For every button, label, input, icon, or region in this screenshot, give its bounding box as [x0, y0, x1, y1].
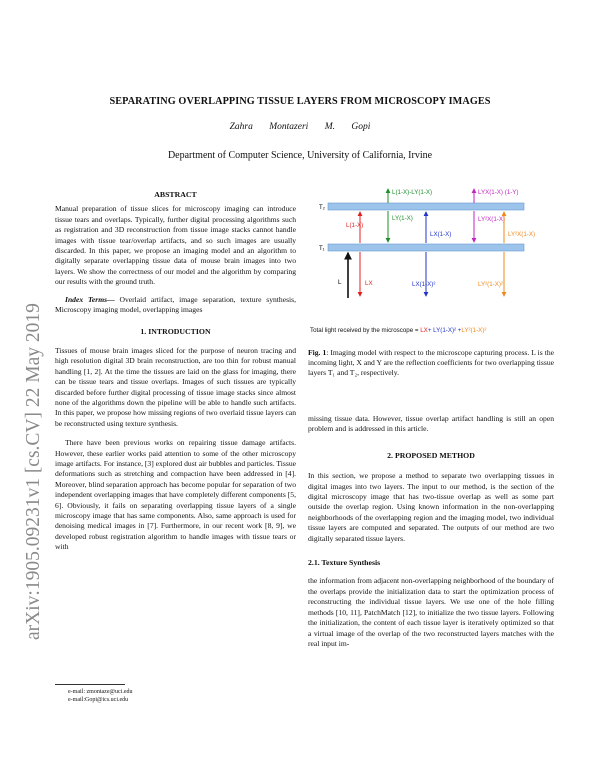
intro-paragraph-2: There have been previous works on repairing tissue damage artifacts. However, these earlier works paid attention to some of the other microscopy image artifacts. For instance, [3] explored dust air bubbles and particles. Tissue deformations such as stretching and compaction have been addressed in [4]. Moreover, blind separation approach has become popular for separation of two independent overlapping images that have completely different components [5, 6]. Obviously, it fails on separating overlapping tissue layers of a single microscopy image that has same components. Also, same approach is used for denoising medical images in [7]. Furthermore, in our recent work [8, 9], we developed robust registration algorithm to handle images with tissue tears or with	[55, 438, 296, 552]
abstract-heading: ABSTRACT	[154, 190, 197, 199]
caption-label: Fig. 1	[308, 348, 327, 357]
label-LY21mX2: LY²(1-X)²	[478, 281, 503, 288]
index-terms	[55, 295, 296, 316]
index-terms-text: Overlaid artifact, image separation, texture synthesis, Microscopy imaging model, overlapping images	[55, 294, 297, 315]
left-column	[55, 190, 296, 553]
total-mid: + LY(1-X)² +	[427, 327, 462, 334]
right-column	[308, 414, 554, 649]
label-right-mid: LY²X(1-X)	[508, 231, 536, 238]
label-LX1mX: LX(1-X)	[430, 231, 452, 238]
footnote-rule	[55, 684, 125, 685]
authors	[0, 122, 600, 132]
label-LX1mX2: LX(1-X)²	[412, 281, 436, 288]
footnote-2: e-mail:Gopi@ics.uci.edu	[68, 697, 129, 703]
footnote-1: e-mail: zmontaze@uci.edu	[68, 689, 133, 695]
total-end: LY²(1-X)²	[461, 327, 487, 334]
index-terms-label: Index Terms—	[65, 294, 115, 304]
method-heading: 2. PROPOSED METHOD	[387, 450, 475, 460]
total-lx: LX	[420, 327, 428, 334]
abstract-text: Manual preparation of tissue slices for microscopy imaging can introduce tissue tears and overlaps. Typically, further digital processing algorithms such as registration and 3D reconstruction from tissue image stacks cannot handle images with tissue tear/overlap artifacts, and so such images are usually discarded. In this paper, we propose an imaging model and an algorithm to digitally separate overlapping tissue data of mouse brain images into two layers. We show the correctness of our model and the algorithm by comparing our results with the ground truth.	[55, 204, 296, 287]
paper-title: SEPARATING OVERLAPPING TISSUE LAYERS FROM MICROSCOPY IMAGES	[109, 96, 491, 107]
subsection-texture-synthesis: 2.1. Texture Synthesis	[308, 558, 381, 568]
layer-t2-bar	[328, 203, 524, 210]
label-L1mX: L(1-X)	[346, 222, 364, 229]
label-L: L	[338, 279, 342, 286]
arxiv-stamp-text: arXiv:1905.09231v1 [cs.CV] 22 May 2019	[23, 303, 44, 640]
label-top1: L(1-X)-LY(1-X)	[392, 189, 433, 196]
texture-paragraph: the information from adjacent non-overlapping neighborhood of the boundary of the overlaps provide the initialization data to start the optimization process of reconstructing the individual tissue layers. We use one of the hole filling methods [10, 11], PatchMatch [12], to initialize the two tissue layers. Following the initialization, the content of each tissue layer is iteratively optimized so that a virtual image of the overlap of the two reconstructed layers matches with the real input im-	[308, 576, 554, 648]
caption-text: : Imaging model with respect to the microscope capturing process. L is the incoming light, X and Y are the reflection coefficients for two overlapping tissue layers T₁ and T₂, respectively.	[308, 348, 554, 378]
intro-paragraph-1: Tissues of mouse brain images sliced for the purpose of neuron tracing and high resolution digital 3D brain reconstruction, are too thin for robust manual handling [1, 2]. At the time the tissues are laid on the glass for imaging, there can be tissue tears and tissue overlaps. Images of such tissues are typically discarded before further digital processing of tissue image stacks since almost none of the algorithms down the pipeline will be able to handle such artifacts. In this paper, we propose how missing regions of two overlaid tissue layers can be reconstructed using texture synthesis.	[55, 345, 296, 428]
label-t1: T₁	[319, 246, 325, 252]
figure-caption	[308, 348, 554, 379]
author-2: M. Gopi	[324, 122, 371, 132]
author-1: Zahra Montazeri	[229, 122, 309, 132]
affiliation: Department of Computer Science, University of California, Irvine	[167, 150, 433, 161]
total-light-equation	[310, 327, 486, 334]
intro-heading: 1. INTRODUCTION	[140, 327, 211, 337]
layer-t1-bar	[328, 244, 524, 251]
right-paragraph-0: missing tissue data. However, tissue overlap artifact handling is still an open problem and is addressed in this article.	[308, 414, 554, 434]
label-LX: LX	[365, 280, 373, 287]
method-paragraph-1: In this section, we propose a method to separate two overlapping tissues in digital images into two layers. The input to our method, is the section of the digital microscopy image that has two-tissue overlap as well as some part outside the overlap region. Using known information in the non-overlapping neighborhoods of the overlapping region and the imaging model, two individual tissue layers are computed and separated. The outputs of our method are two digitally separated tissue layers.	[308, 471, 554, 543]
imaging-model-figure	[308, 186, 550, 338]
footnotes	[68, 688, 133, 704]
arxiv-stamp	[13, 150, 49, 650]
total-prefix: Total light received by the microscope =	[310, 327, 421, 334]
label-t2: T₂	[319, 205, 325, 211]
label-LYX1mX: LY²X(1-X)	[478, 216, 506, 223]
label-top2: LYX(1-X) (1-Y)	[478, 189, 519, 196]
label-LY1mX: LY(1-X)	[392, 215, 413, 222]
